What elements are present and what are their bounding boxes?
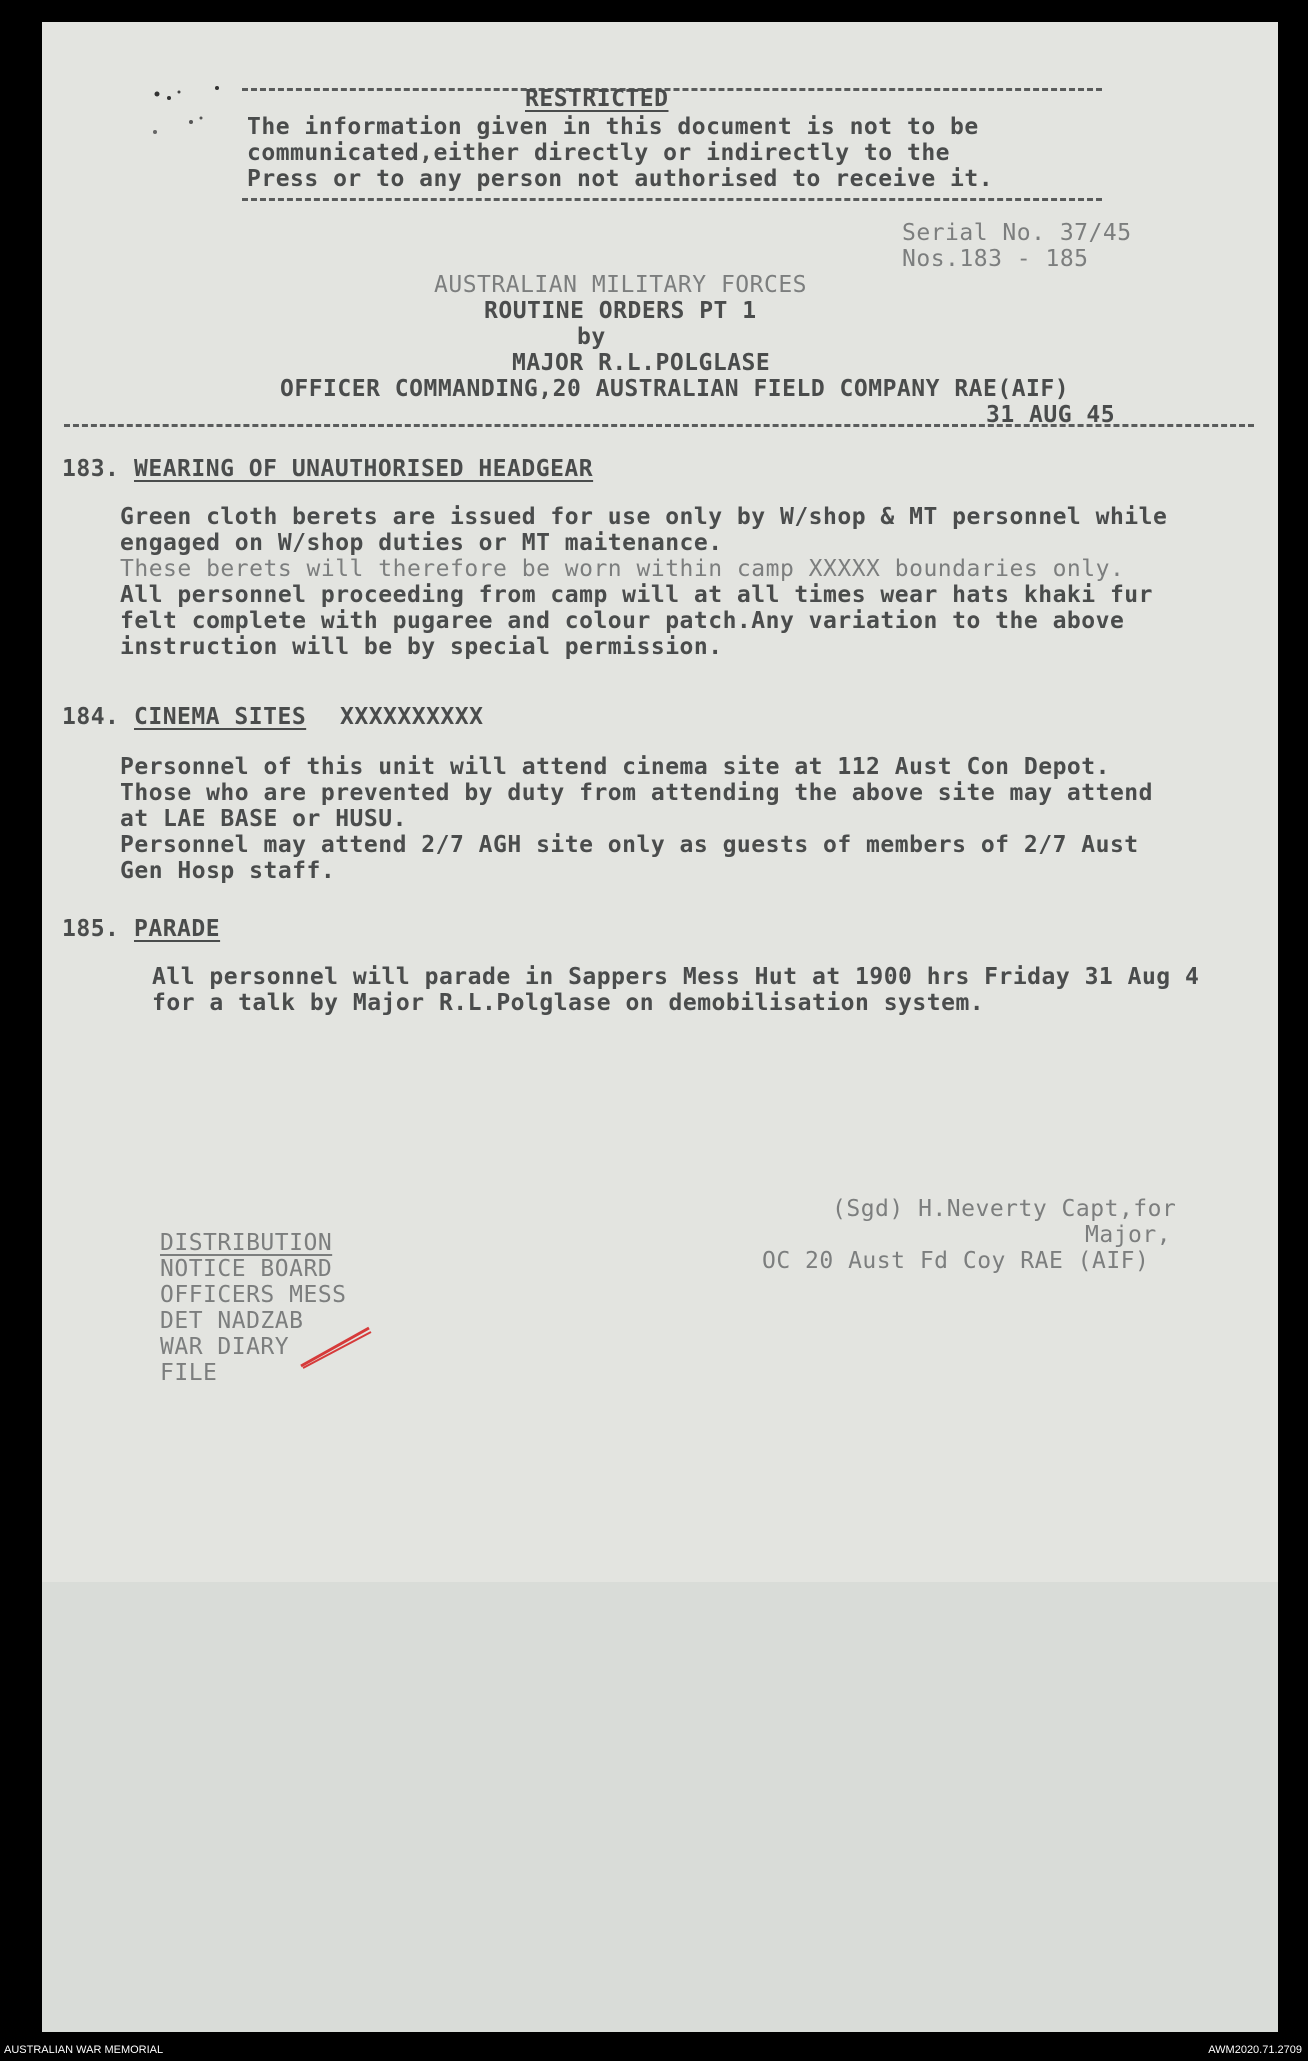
document-page [42,22,1278,2032]
order-183-line-4: All personnel proceeding from camp will at all times wear hats khaki fur [120,582,1153,608]
order-184-struck-text: XXXXXXXXXX [340,704,484,730]
restriction-top-rule [242,88,1102,91]
restriction-line-1: The information given in this document is not to be [247,114,979,140]
order-183-line-2: engaged on W/shop duties or MT maitenance. [120,530,723,556]
header-line-4: MAJOR R.L.POLGLASE [512,350,771,376]
order-183-title: WEARING OF UNAUTHORISED HEADGEAR [134,456,594,482]
order-183-line-5: felt complete with pugaree and colour patch.Any variation to the above [120,608,1125,634]
header-line-2: ROUTINE ORDERS PT 1 [484,298,757,324]
order-184-number: 184. [62,704,120,730]
header-line-5: OFFICER COMMANDING,20 AUSTRALIAN FIELD COMPANY RAE(AIF) [280,376,1070,402]
order-date: 31 AUG 45 [986,402,1116,428]
distribution-item-4: WAR DIARY [160,1334,290,1360]
order-183-line-3: These berets will therefore be worn within camp XXXXX boundaries only. [120,556,1125,582]
signature-line-3: OC 20 Aust Fd Coy RAE (AIF) [762,1248,1150,1274]
order-183-number: 183. [62,456,120,482]
footer-accession-number: AWM2020.71.2709 [1208,2044,1302,2056]
distribution-item-2: OFFICERS MESS [160,1282,347,1308]
signature-line-2: Major, [1085,1222,1172,1248]
restriction-heading: RESTRICTED [525,86,669,112]
order-184-line-1: Personnel of this unit will attend cinema site at 112 Aust Con Depot. [120,754,1110,780]
order-184-line-5: Gen Hosp staff. [120,858,336,884]
restriction-bottom-rule [242,198,1102,201]
order-185-number: 185. [62,916,120,942]
distribution-item-1: NOTICE BOARD [160,1256,333,1282]
distribution-heading: DISTRIBUTION [160,1230,333,1256]
order-183-line-1: Green cloth berets are issued for use only by W/shop & MT personnel while [120,504,1168,530]
order-185-line-1: All personnel will parade in Sappers Mess Hut at 1900 hrs Friday 31 Aug 4 [152,964,1200,990]
order-183-line-6: instruction will be by special permission. [120,634,723,660]
order-185-title: PARADE [134,916,221,942]
order-184-title: CINEMA SITES [134,704,307,730]
distribution-item-5: FILE [160,1360,218,1386]
footer-archive-name: AUSTRALIAN WAR MEMORIAL [4,2044,164,2056]
serial-number: Serial No. 37/45 [902,220,1132,246]
order-184-line-2: Those who are prevented by duty from attending the above site may attend [120,780,1153,806]
order-numbers: Nos.183 - 185 [902,246,1089,272]
paper-fold-shade [42,1582,1278,2032]
header-bottom-rule [64,424,1254,427]
header-line-1: AUSTRALIAN MILITARY FORCES [434,272,808,298]
distribution-item-3: DET NADZAB [160,1308,304,1334]
order-184-line-3: at LAE BASE or HUSU. [120,806,407,832]
ink-specks [147,82,237,152]
red-pencil-tick [297,1322,377,1372]
header-line-3: by [577,324,606,350]
restriction-line-2: communicated,either directly or indirectly to the [247,140,951,166]
order-184-line-4: Personnel may attend 2/7 AGH site only as guests of members of 2/7 Aust [120,832,1139,858]
order-185-line-2: for a talk by Major R.L.Polglase on demobilisation system. [152,990,985,1016]
restriction-line-3: Press or to any person not authorised to receive it. [247,166,994,192]
signature-line-1: (Sgd) H.Neverty Capt,for [832,1196,1177,1222]
